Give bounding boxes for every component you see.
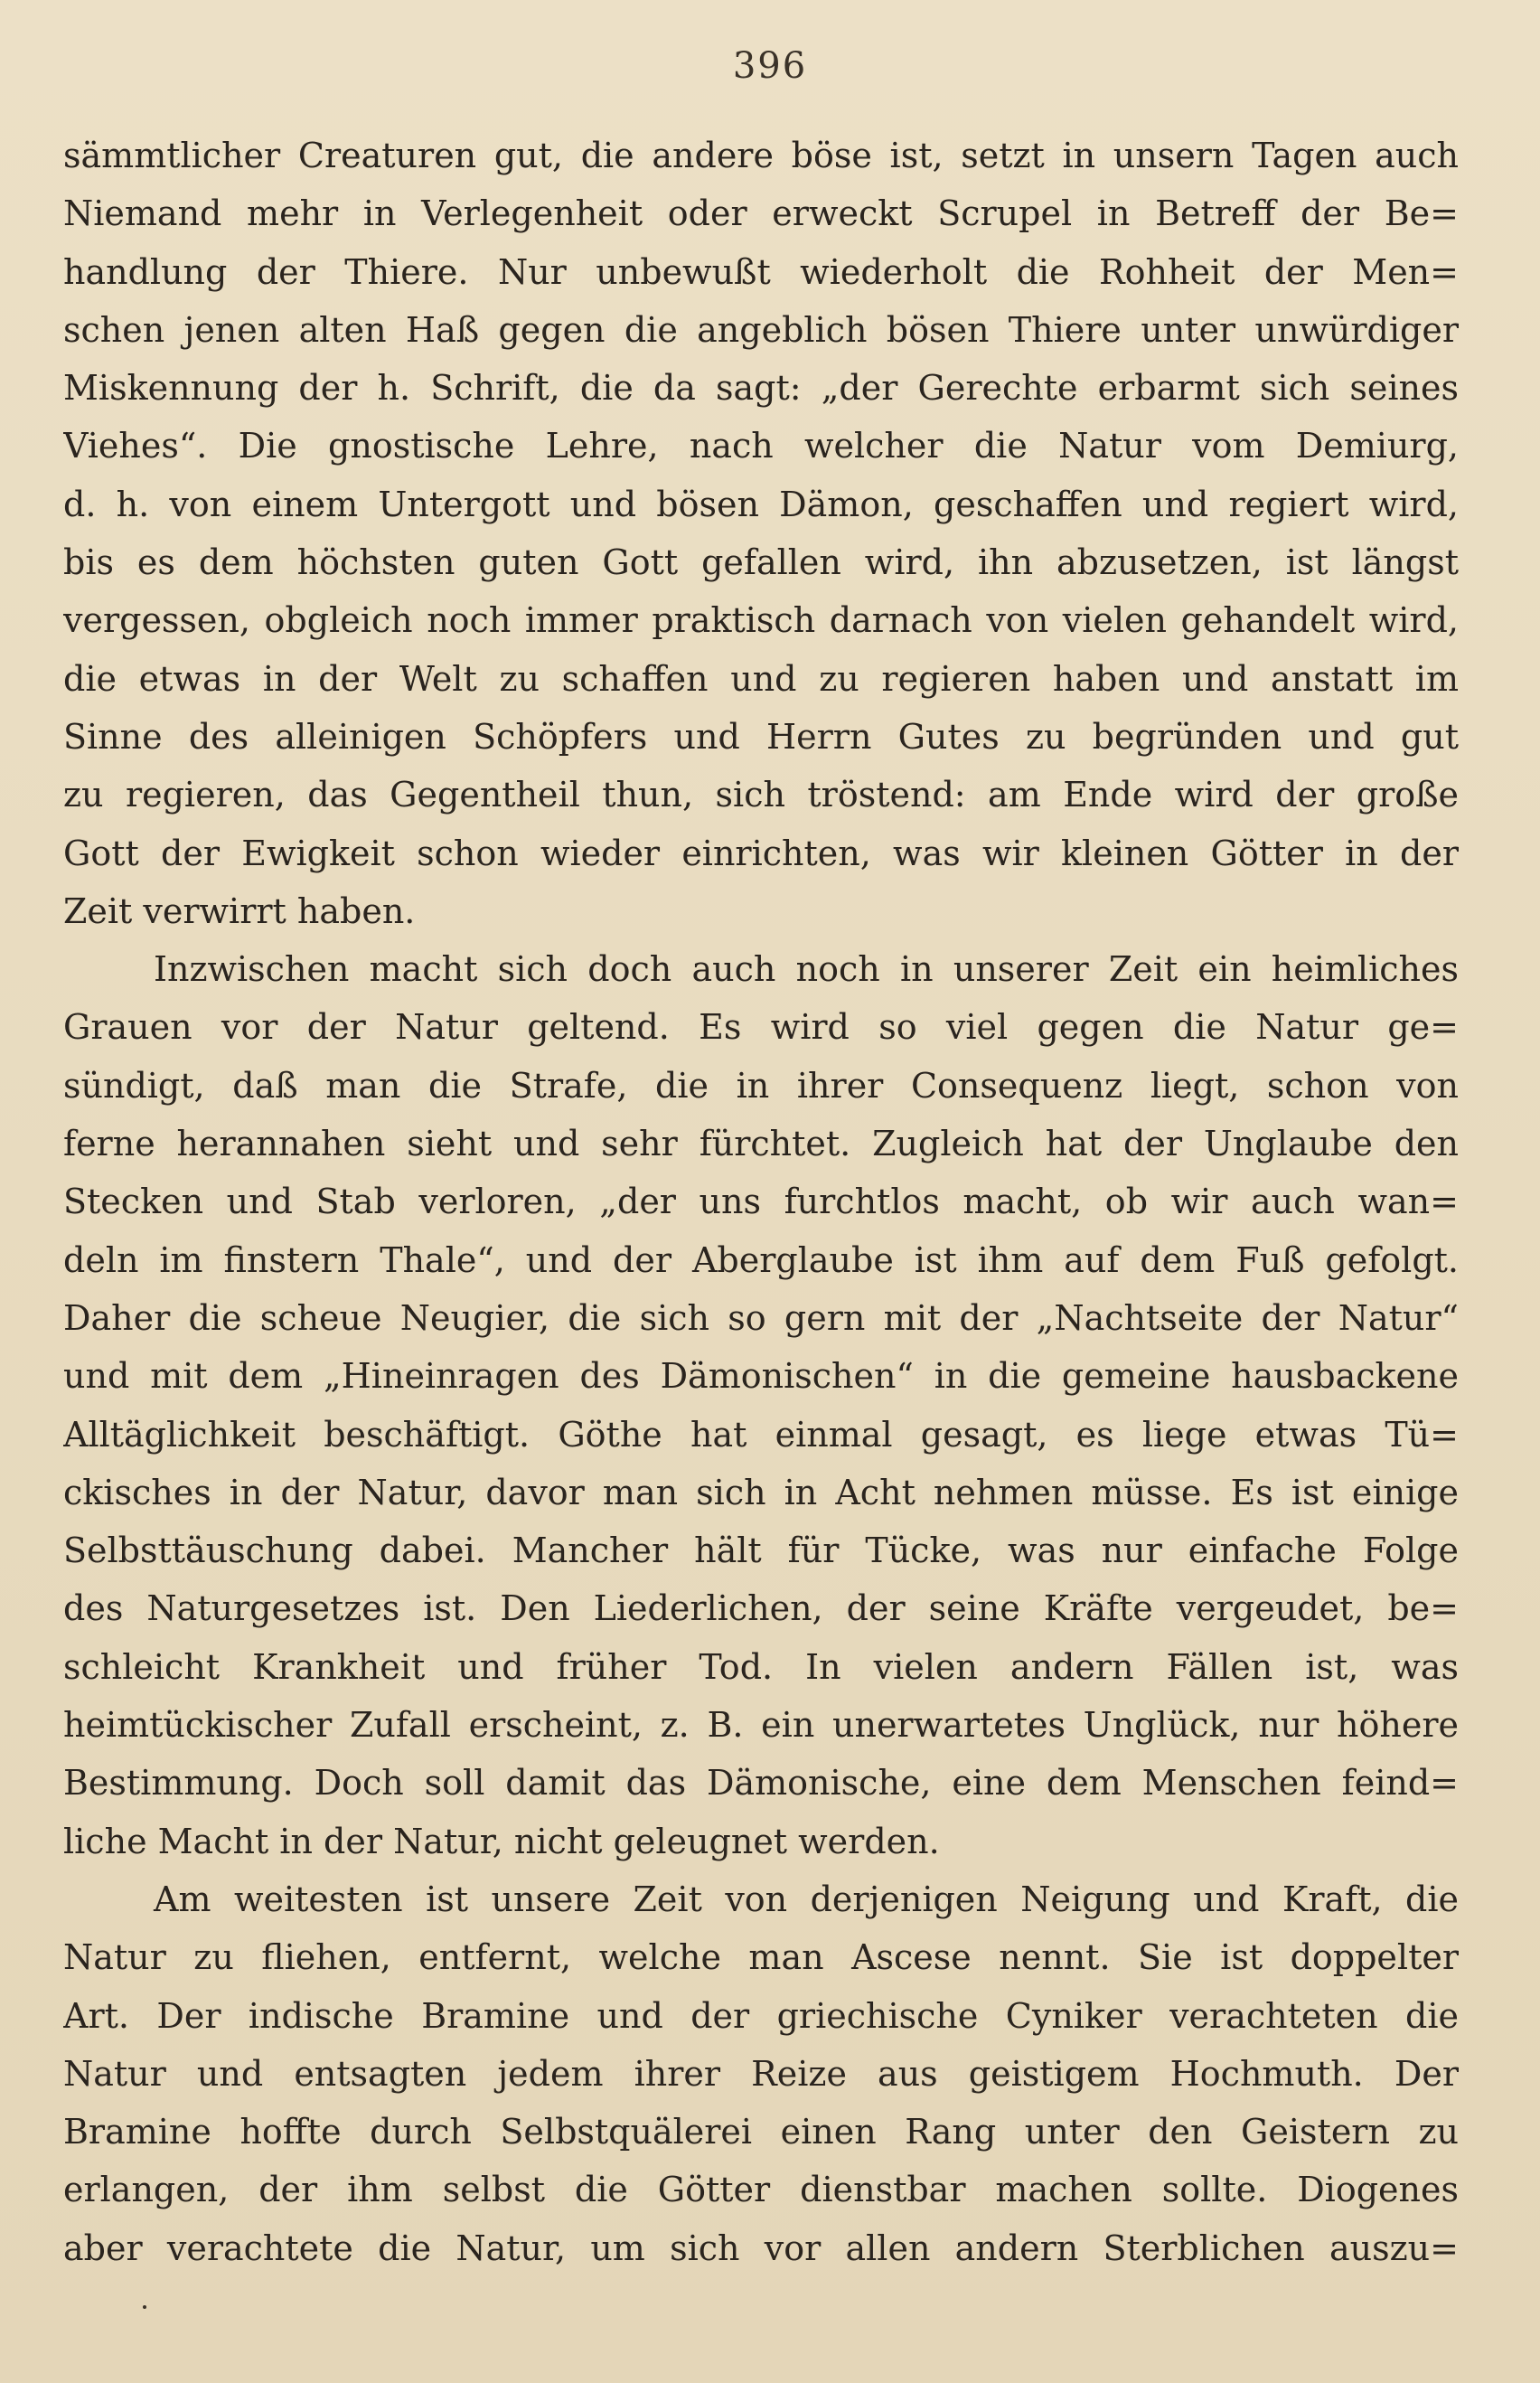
text-line: erlangen, der ihm selbst die Götter dienstbar machen sollte. Diogenes	[63, 2170, 1459, 2210]
text-line: ckisches in der Natur, davor man sich in Acht nehmen müsse. Es ist einige	[63, 1472, 1459, 1512]
text-line: Art. Der indische Bramine und der griechische Cyniker verachteten die	[63, 1995, 1459, 2036]
text-line: d. h. von einem Untergott und bösen Dämon, geschaffen und regiert wird,	[63, 484, 1459, 524]
text-line: schen jenen alten Haß gegen die angeblich bösen Thiere unter unwürdiger	[63, 309, 1459, 350]
paragraph-2	[63, 940, 1459, 1870]
text-line: Zeit verwirrt haben.	[63, 890, 416, 931]
text-line: Niemand mehr in Verlegenheit oder erweckt Scrupel in Betreff der Be=	[63, 193, 1459, 234]
paragraph-3	[63, 1870, 1459, 2277]
text-line: handlung der Thiere. Nur unbewußt wiederholt die Rohheit der Men=	[63, 251, 1459, 292]
text-line: Miskennung der h. Schrift, die da sagt: „der Gerechte erbarmt sich seines	[63, 368, 1459, 409]
text-line: aber verachtete die Natur, um sich vor allen andern Sterblichen auszu=	[63, 2228, 1459, 2268]
text-line: des Naturgesetzes ist. Den Liederlichen, der seine Kräfte vergeudet, be=	[63, 1588, 1459, 1629]
text-line: Inzwischen macht sich doch auch noch in unserer Zeit ein heimliches	[154, 949, 1459, 990]
text-line: Bramine hoffte durch Selbstquälerei einen Rang unter den Geistern zu	[63, 2112, 1459, 2152]
text-line: Natur und entsagten jedem ihrer Reize aus geistigem Hochmuth. Der	[63, 2053, 1459, 2094]
text-line: heimtückischer Zufall erscheint, z. B. ein unerwartetes Unglück, nur höhere	[63, 1705, 1459, 1746]
text-line: schleicht Krankheit und früher Tod. In vielen andern Fällen ist, was	[63, 1646, 1459, 1687]
ink-speck	[143, 2305, 146, 2309]
text-line: Gott der Ewigkeit schon wieder einrichten, was wir kleinen Götter in der	[63, 833, 1459, 873]
text-line: Selbsttäuschung dabei. Mancher hält für Tücke, was nur einfache Folge	[63, 1531, 1459, 1571]
text-line: Natur zu fliehen, entfernt, welche man Ascese nennt. Sie ist doppelter	[63, 1937, 1459, 1978]
text-line: sündigt, daß man die Strafe, die in ihrer Consequenz liegt, schon von	[63, 1065, 1459, 1106]
text-line: die etwas in der Welt zu schaffen und zu regieren haben und anstatt im	[63, 658, 1459, 699]
text-line: Am weitesten ist unsere Zeit von derjenigen Neigung und Kraft, die	[154, 1879, 1459, 1919]
text-line: vergessen, obgleich noch immer praktisch darnach von vielen gehandelt wird,	[63, 600, 1459, 641]
text-line: ferne herannahen sieht und sehr fürchtet. Zugleich hat der Unglaube den	[63, 1124, 1459, 1164]
text-line: Daher die scheue Neugier, die sich so gern mit der „Nachtseite der Natur“	[63, 1297, 1459, 1338]
text-line: liche Macht in der Natur, nicht geleugnet werden.	[63, 1821, 940, 1861]
page-number: 396	[732, 45, 808, 87]
text-line: deln im finstern Thale“, und der Aberglaube ist ihm auf dem Fuß gefolgt.	[63, 1239, 1459, 1280]
text-line: Alltäglichkeit beschäftigt. Göthe hat einmal gesagt, es liege etwas Tü=	[63, 1414, 1459, 1455]
text-line: Viehes“. Die gnostische Lehre, nach welcher die Natur vom Demiurg,	[63, 426, 1459, 466]
text-line: Bestimmung. Doch soll damit das Dämonische, eine dem Menschen feind=	[63, 1763, 1459, 1804]
text-line: Grauen vor der Natur geltend. Es wird so viel gegen die Natur ge=	[63, 1007, 1459, 1048]
text-line: Stecken und Stab verloren, „der uns furchtlos macht, ob wir auch wan=	[63, 1182, 1459, 1222]
body-text	[63, 127, 1459, 2277]
text-line: und mit dem „Hineinragen des Dämonischen“ in die gemeine hausbackene	[63, 1356, 1459, 1397]
text-line: zu regieren, das Gegentheil thun, sich tröstend: am Ende wird der große	[63, 775, 1459, 815]
text-line: sämmtlicher Creaturen gut, die andere böse ist, setzt in unsern Tagen auch	[63, 136, 1459, 175]
text-line: bis es dem höchsten guten Gott gefallen wird, ihn abzusetzen, ist längst	[63, 542, 1459, 583]
paragraph-1	[63, 127, 1459, 940]
text-line: Sinne des alleinigen Schöpfers und Herrn Gutes zu begründen und gut	[63, 716, 1459, 757]
